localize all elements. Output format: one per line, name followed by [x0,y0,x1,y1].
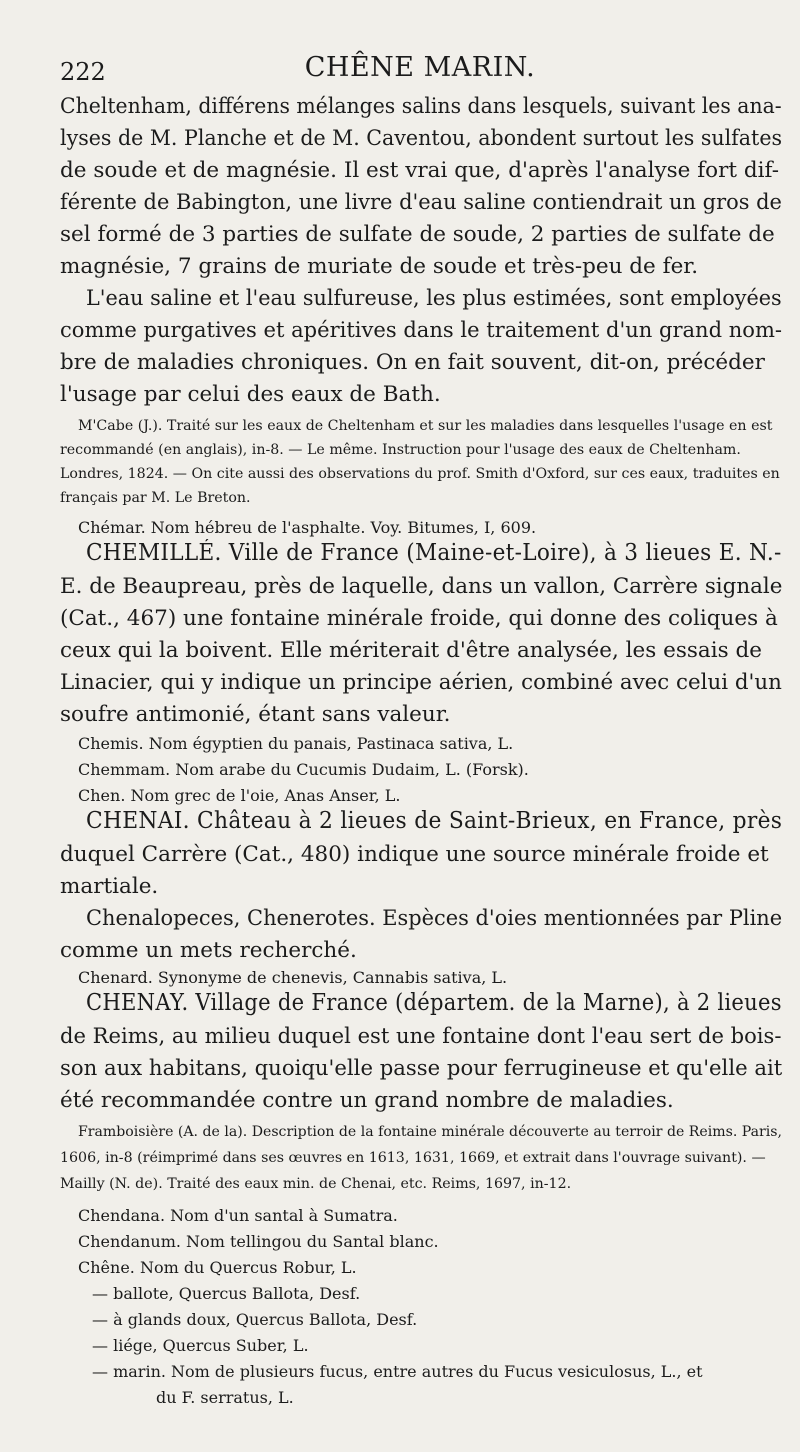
bibliography-line: recommandé (en anglais), in-8. — Le même. Instruction pour l'usage des eaux de Cheltenham. [60,442,741,458]
text-line: l'usage par celui des eaux de Bath. [60,382,441,407]
entry-chemmam: Chemmam. Nom arabe du Cucumis Dudaim, L. (Forsk). [78,760,529,779]
entry-chemille: CHEMILLÉ. Ville de France (Maine-et-Loire), à 3 lieues E. N.- [86,540,782,566]
entry-chene-liege: — liége, Quercus Suber, L. [92,1336,309,1355]
text-line: du F. serratus, L. [156,1388,294,1407]
text-line: comme un mets recherché. [60,938,357,963]
text-line: E. de Beaupreau, près de laquelle, dans un vallon, Carrère signale [60,574,783,599]
text-line: lyses de M. Planche et de M. Caventou, abondent surtout les sulfates [60,126,783,151]
bibliography-line: Mailly (N. de). Traité des eaux min. de Chenai, etc. Reims, 1697, in-12. [60,1176,572,1192]
bibliography-line: M'Cabe (J.). Traité sur les eaux de Cheltenham et sur les maladies dans lesquelles l'usage en est [78,418,773,434]
entry-chen: Chen. Nom grec de l'oie, Anas Anser, L. [78,786,401,805]
entry-chenalopeces: Chenalopeces, Chenerotes. Espèces d'oies mentionnées par Pline [86,906,783,931]
text-line: martiale. [60,874,159,899]
text-line: duquel Carrère (Cat., 480) indique une source minérale froide et [60,842,769,867]
bibliography-line: 1606, in-8 (réimprimé dans ses œuvres en 1613, 1631, 1669, et extrait dans l'ouvrage suivant). — [60,1150,766,1166]
entry-chenay: CHENAY. Village de France (départem. de la Marne), à 2 lieues [86,990,782,1016]
text-line: ceux qui la boivent. Elle mériterait d'être analysée, les essais de [60,638,762,663]
text-line: de Reims, au milieu duquel est une fontaine dont l'eau sert de bois- [60,1024,782,1049]
bibliography-line: Framboisière (A. de la). Description de la fontaine minérale découverte au terroir de Reims. Paris, [78,1124,782,1140]
text-line: Linacier, qui y indique un principe aérien, combiné avec celui d'un [60,670,782,695]
entry-chene: Chêne. Nom du Quercus Robur, L. [78,1258,357,1277]
entry-chendana: Chendana. Nom d'un santal à Sumatra. [78,1206,398,1225]
bibliography-line: français par M. Le Breton. [60,490,251,506]
page-number: 222 [60,58,106,86]
text-line: son aux habitans, quoiqu'elle passe pour ferrugineuse et qu'elle ait [60,1056,783,1081]
entry-chemis: Chemis. Nom égyptien du panais, Pastinaca sativa, L. [78,734,514,753]
bibliography-line: Londres, 1824. — On cite aussi des observations du prof. Smith d'Oxford, sur ces eaux, traduites en [60,466,780,482]
text-line: Cheltenham, différens mélanges salins dans lesquels, suivant les ana- [60,94,782,119]
page-header [60,52,780,92]
text-line: été recommandée contre un grand nombre de maladies. [60,1088,674,1113]
text-line: magnésie, 7 grains de muriate de soude et très-peu de fer. [60,254,699,279]
text-line: sel formé de 3 parties de sulfate de soude, 2 parties de sulfate de [60,222,775,247]
text-line: férente de Babington, une livre d'eau saline contiendrait un gros de [60,190,782,215]
entry-chene-ballote: — ballote, Quercus Ballota, Desf. [92,1284,361,1303]
entry-chene-marin: — marin. Nom de plusieurs fucus, entre autres du Fucus vesiculosus, L., et [92,1362,703,1381]
text-line: comme purgatives et apéritives dans le traitement d'un grand nom- [60,318,783,343]
text-line: soufre antimonié, étant sans valeur. [60,702,451,727]
entry-chene-glands-doux: — à glands doux, Quercus Ballota, Desf. [92,1310,418,1329]
entry-chenai: CHENAI. Château à 2 lieues de Saint-Brieux, en France, près [86,808,783,834]
text-line: L'eau saline et l'eau sulfureuse, les plus estimées, sont employées [86,286,782,311]
entry-chemar: Chémar. Nom hébreu de l'asphalte. Voy. Bitumes, I, 609. [78,518,537,537]
text-line: bre de maladies chroniques. On en fait souvent, dit-on, précéder [60,350,765,375]
text-line: de soude et de magnésie. Il est vrai que, d'après l'analyse fort dif- [60,158,779,183]
text-line: (Cat., 467) une fontaine minérale froide, qui donne des coliques à [60,606,778,631]
running-title: CHÊNE MARIN. [304,52,536,83]
entry-chenard: Chenard. Synonyme de chenevis, Cannabis sativa, L. [78,968,508,987]
entry-chendanum: Chendanum. Nom tellingou du Santal blanc. [78,1232,439,1251]
